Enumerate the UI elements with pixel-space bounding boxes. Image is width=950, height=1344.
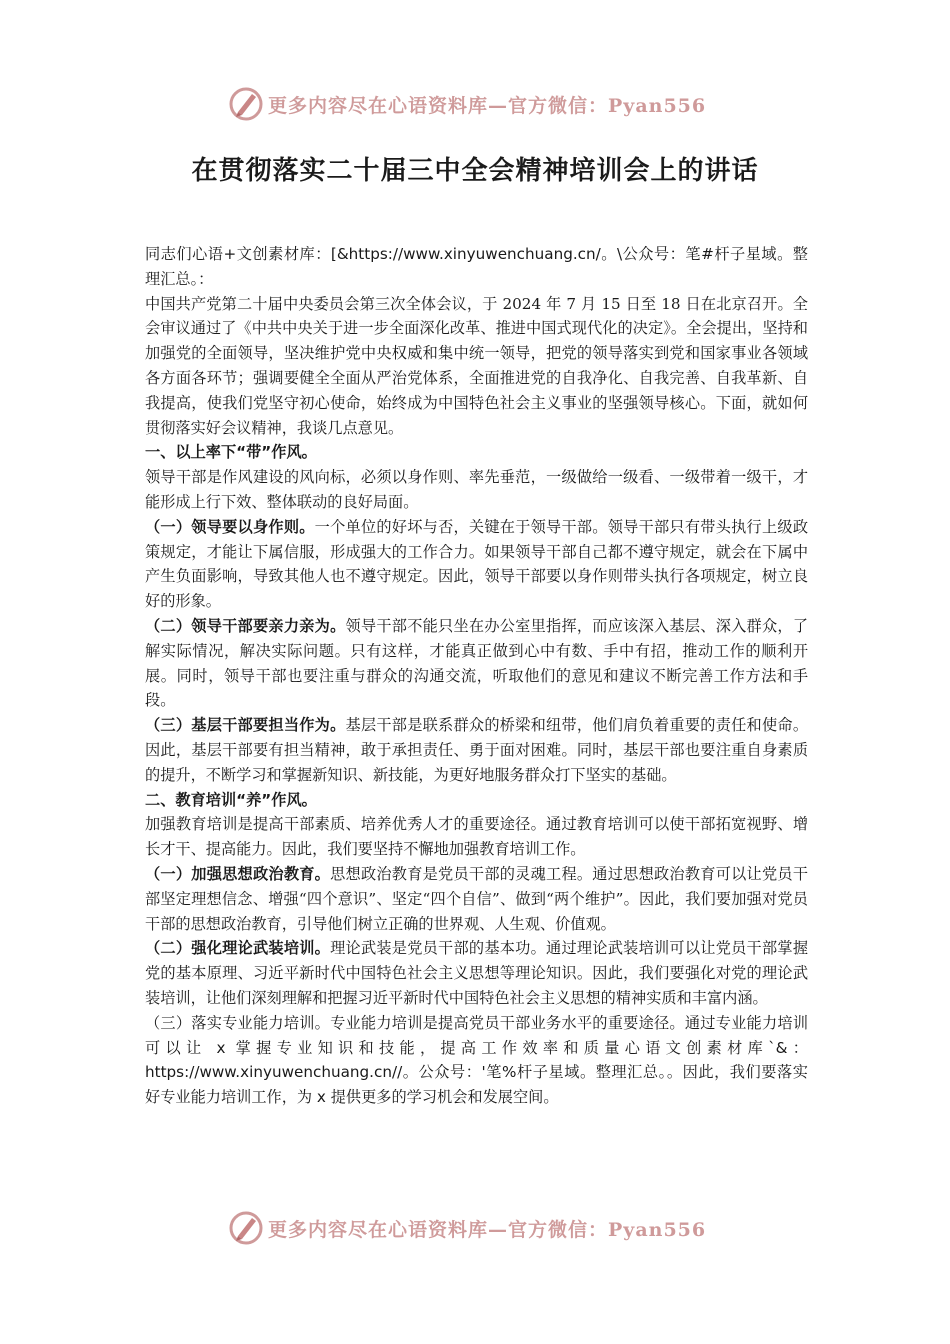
section-body-2: 加强教育培训是提高干部素质、培养优秀人才的重要途径。通过教育培训可以使干部拓宽视野、增长才干、提高能力。因此，我们要坚持不懈地加强教育培训工作。 [145,815,808,859]
watermark-banner-bottom [228,1208,706,1248]
subsection-lead: （二）强化理论武装培训。 [145,939,331,958]
subsection-text: 理论武装是党员干部的基本功。通过理论武装培训可以让党员干部掌握党的基本原理、习近平新时代中国特色社会主义思想等理论知识。因此，我们要强化对党的理论武装培训，让他们深刻理解和把握习近平新时代中国特色社会主义思想的精神实质和丰富内涵。 [145,939,809,1007]
section-heading-1: 一、以上率下“带”作风。 [145,443,317,462]
section-body-1: 领导干部是作风建设的风向标，必须以身作则、率先垂范，一级做给一级看、一级带着一级干，才能形成上行下效、整体联动的良好局面。 [145,468,808,511]
document-body [145,242,808,1110]
subsection-text: 思想政治教育是党员干部的灵魂工程。通过思想政治教育可以让党员干部坚定理想信念、增强“四个意识”、坚定“四个自信”、做到“两个维护”。因此，我们要加强对党员干部的思想政治教育，引导他们树立正确的世界观、人生观、价值观。 [145,864,809,933]
pen-logo-icon [228,86,264,122]
subsection-paragraph [145,713,808,787]
subsection-lead: （二）领导干部要亲力亲为。 [145,616,346,635]
page-title: 在贯彻落实二十届三中全会精神培训会上的讲话 [191,156,759,186]
intro-lead: 同志们心语+文创素材库：[&https://www.xinyuwenchuang.cn/。\公众号：笔#杆子星域。整理汇总。： [145,245,808,288]
subsection-lead: （三）基层干部要担当作为。 [145,716,346,735]
subsection-lead: （一）加强思想政治教育。 [145,864,331,883]
subsection-paragraph [145,614,808,713]
watermark-banner-top [228,84,706,124]
subsection-lead: （一）领导要以身作则。 [145,517,315,536]
watermark-text: 更多内容尽在心语资料库—官方微信：Pyan556 [268,94,707,117]
subsection-text: 基层干部是联系群众的桥梁和纽带，他们肩负着重要的责任和使命。因此，基层干部要有担当精神，敢于承担责任、勇于面对困难。同时，基层干部也要注重自身素质的提升，不断学习和掌握新知识、新技能，为更好地服务群众打下坚实的基础。 [145,716,809,784]
watermark-text: 更多内容尽在心语资料库—官方微信：Pyan556 [268,1218,707,1241]
subsection-text: 领导干部不能只坐在办公室里指挥，而应该深入基层、深入群众，了解实际情况，解决实际问题。只有这样，才能真正做到心中有数、手中有招，推动工作的顺利开展。同时，领导干部也要注重与群众的沟通交流，听取他们的意见和建议不断完善工作方法和手段。 [145,616,809,710]
section-heading-2: 二、教育培训“养”作风。 [145,790,317,809]
subsection-paragraph [145,862,808,936]
subsection-paragraph [145,515,808,614]
subsection-text: 一个单位的好坏与否，关键在于领导干部。领导干部只有带头执行上级政策规定，才能让下属信服，形成强大的工作合力。如果领导干部自己都不遵守规定，就会在下属中产生负面影响，导致其他人也不遵守规定。因此，领导干部要以身作则带头执行各项规定，树立良好的形象。 [145,517,809,611]
subsection-paragraph [145,936,808,1010]
pen-logo-icon [228,1210,264,1246]
intro-paragraph: 中国共产党第二十届中央委员会第三次全体会议，于 2024 年 7 月 15 日至 18 日在北京召开。全会审议通过了《中共中央关于进一步全面深化改革、推进中国式现代化的决定》。全会提出，坚持和加强党的全面领导，坚决维护党中央权威和集中统一领导，把党的领导落实到党和国家事业各领域各方面各环节；强调要健全全面从严治党体系，全面推进党的自我净化、自我完善、自我革新、自我提高，使我们党坚守初心使命，始终成为中国特色社会主义事业的坚强领导核心。下面，就如何贯彻落实好会议精神，我谈几点意见。 [145,294,808,437]
closing-paragraph: （三）落实专业能力培训。专业能力培训是提高党员干部业务水平的重要途径。通过专业能力培训可以让 x 掌握专业知识和技能，提高工作效率和质量心语文创素材库`&：https://www.xinyuwenchuang.cn//。公众号：'笔%杆子星域。整理汇总。。因此，我们要落实好专业能力培训工作，为 x 提供更多的学习机会和发展空间。 [145,1013,808,1107]
